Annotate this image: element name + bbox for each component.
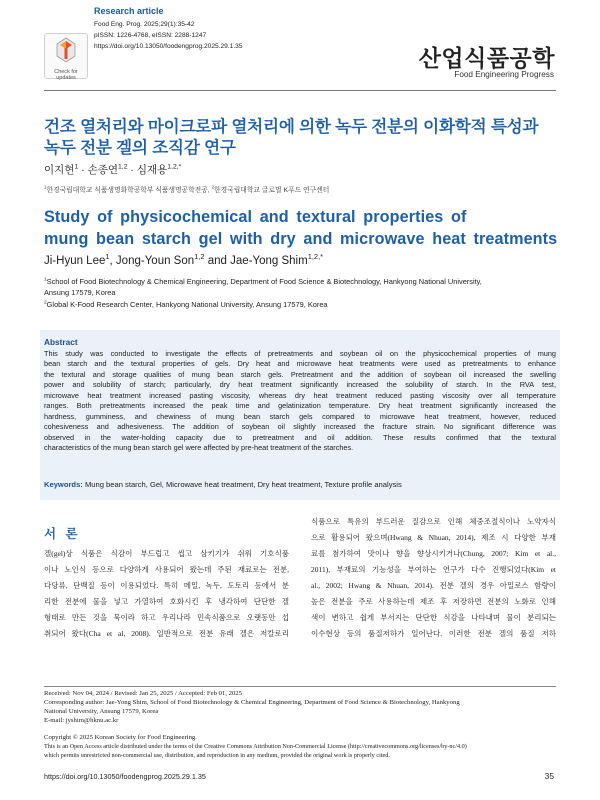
title-english-line-2: mung bean starch gel with dry and microwave heat treatments (44, 230, 558, 248)
abstract-line: power and solubility of starch; particularly, dry heat treatment significantly increased the solubility of starch. In the RVA test, (44, 380, 556, 390)
affil-english-2-text: Global K-Food Research Center, Hankyong National University, Ansung 17579, Korea (46, 300, 328, 309)
abstract-line: observed in the water-holding capacity due to pretreatment and oil addition. These results confirmed that the textural (44, 432, 556, 442)
author-korean-1: 이지현 (44, 164, 75, 176)
abstract-line: bean starch and the textural properties of gels. Dry heat and microwave heat treatments were used as pretreatments to enhance (44, 359, 556, 369)
author-english-2: Jong-Youn Son (115, 255, 195, 267)
abstract-line: microwave heat treatment increased pasting viscosity, whereas dry heat treatment reduced pasting viscosity over all temperature (44, 390, 556, 400)
check-for-updates-label: Check for updates (54, 69, 78, 81)
author-english-1: Ji-Hyun Lee (44, 255, 106, 267)
page-number: 35 (544, 771, 554, 781)
affiliation-english-2 (44, 300, 328, 310)
affil-korean-2: 한경국립대학교 글로벌 K푸드 연구센터 (214, 187, 330, 194)
header-divider (44, 90, 556, 91)
author-korean-1-affil: 1 (74, 163, 79, 171)
check-for-updates-badge[interactable] (44, 33, 88, 79)
author-korean-3: 심재용 (136, 164, 168, 176)
author-english-2-affil: 1,2 (194, 252, 205, 262)
doi-link[interactable]: https://doi.org/10.13050/foodengprog.2025.29.1.35 (94, 43, 243, 50)
intro-right-column (311, 514, 556, 642)
intro-line: al., 2002; Hwang & Nhuan, 2014). 전분 겔의 경우 아밀로스 함량이 (311, 581, 556, 590)
author-korean-3-affil: 1,2,* (167, 163, 182, 171)
author-english-1-affil: 1 (105, 252, 110, 262)
intro-line: 이수현상 등의 품질저하가 일어난다. 이러한 전분 겔의 품질 저하 (311, 629, 556, 638)
issn: pISSN: 1226-4768, eISSN: 2288-1247 (94, 32, 207, 39)
copyright: Copyright © 2025 Korean Society for Food Engineering. (44, 734, 197, 741)
intro-line: 높은 전분을 주로 사용하는데 제조 후 저장하면 전분의 노화로 인해 (311, 597, 556, 606)
affiliation-korean (44, 184, 329, 194)
authors-korean (44, 162, 181, 177)
abstract-line: the textural and storage qualities of mung bean starch gels. Pretreatment and the addition of soybean oil increased the swelling (44, 369, 556, 379)
affil-korean-mark-2: 2 (211, 184, 215, 190)
abstract-text (44, 349, 556, 454)
affil-english-mark-2: 2 (44, 300, 47, 306)
citation: Food Eng. Prog. 2025;29(1):35-42 (94, 21, 195, 28)
intro-line: 겔(gel)상 식품은 식감이 부드럽고 씹고 삼키기가 쉬워 기호식품 (44, 549, 289, 558)
affil-english-1-text: School of Food Biotechnology & Chemical Engineering, Department of Food Science & Biotechnology, Hankyong National University, (46, 277, 482, 286)
intro-line: 식품으로 특유의 부드러운 질감으로 인해 체중조절식이나 노약자식 (311, 517, 556, 526)
corresponding-author-line-2: National University, Ansung 17579, Korea (44, 708, 159, 715)
author-korean-2-affil: 1,2 (118, 163, 128, 171)
intro-line: 다당류, 단백질 등이 이용되었다. 특히 메밀, 녹두, 도토리 등에서 분 (44, 581, 289, 590)
received-dates: Received: Nov 04, 2024 / Revised: Jan 25, 2025 / Accepted: Feb 01, 2025 (44, 690, 242, 697)
intro-line: 리한 전분에 물을 넣고 가열하여 호화시킨 후 냉각하여 단단한 겔 (44, 597, 289, 606)
check-for-updates-icon (55, 37, 77, 63)
intro-line: 이나 노인식 등으로 다양하게 사용되어 왔는데 주된 재료로는 전분, (44, 565, 289, 574)
author-separator: · (78, 164, 88, 176)
affil-korean-1: 한경국립대학교 식품생명화학공학부 식품생명공학전공, (46, 187, 212, 194)
keywords-text: Mung bean starch, Gel, Microwave heat treatment, Dry heat treatment, Texture profile analysis (82, 480, 402, 489)
intro-line: 으로 활용되어 왔으며(Hwang & Nhuan, 2014), 제조 시 다양한 부재 (311, 533, 556, 542)
journal-title-english: Food Engineering Progress (454, 70, 554, 79)
affil-english-mark-1: 1 (44, 277, 47, 283)
author-english-3: Jae-Yong Shim (230, 255, 308, 267)
abstract-line: This study was conducted to investigate the effects of pretreatments and soybean oil on the physicochemical properties of mung (44, 349, 556, 358)
author-korean-2: 손종연 (87, 164, 119, 176)
intro-line: 형태로 만든 것을 묵이라 하고 우리나라 민속식품으로 오랫동안 섭 (44, 613, 289, 622)
abstract-line: ranges. Both pretreatments increased the peak time and gelatinization temperature. Dry heat treatment significantly increased the (44, 401, 556, 411)
authors-english: Ji-Hyun Lee$^1$, Jong-Youn Son$^{1,2}$ and Jae-Yong Shim$^{1,2,*}$ (44, 252, 324, 267)
intro-line: 취되어 왔다(Cha et al, 2008). 일반적으로 전분 유래 겔은 저칼로리 (44, 629, 289, 638)
corresponding-author-line-1: Corresponding author: Jae-Yong Shim, School of Food Biotechnology & Chemical Engineering, Department of Food Science & Biotechnology, Hankyong (44, 699, 460, 706)
intro-left-column (44, 546, 289, 642)
affiliation-english-1 (44, 277, 482, 287)
author-conjunction: and (204, 255, 231, 267)
intro-line: 2011), 부재료의 기능성을 부여하는 연구가 다수 진행되었다(Kim et (311, 565, 556, 574)
footer-doi-link[interactable]: https://doi.org/10.13050/foodengprog.2025.29.1.35 (44, 772, 206, 781)
keywords-label: Keywords: (44, 480, 83, 489)
author-separator: · (127, 164, 137, 176)
intro-line: 료를 첨가하여 맛이나 향을 향상시키거나(Chung, 2007; Kim et al., (311, 549, 556, 558)
license-line-2: which permits unrestricted non-commercial use, distribution, and reproduction in any medium, provided the original work is properly cited. (44, 752, 390, 759)
article-type: Research article (94, 6, 164, 16)
author-english-3-affil: 1,2,* (307, 252, 324, 262)
footnote-divider (44, 686, 556, 687)
title-english-line-1: Study of physicochemical and textural properties of (44, 208, 467, 226)
journal-title-korean: 산업식품공학 (418, 45, 555, 71)
license-line-1: This is an Open Access article distributed under the terms of the Creative Commons Attribution Non-Commercial License (http://creativecommons.org/licenses/by-nc/4.0) (44, 743, 467, 750)
affiliation-english-1-cont: Ansung 17579, Korea (44, 288, 116, 297)
intro-heading: 서 론 (44, 527, 81, 541)
title-korean-line-1: 건조 열처리와 마이크로파 열처리에 의한 녹두 전분의 이화학적 특성과 (44, 117, 539, 136)
intro-line: 색이 변하고 쉽게 부서지는 단단한 식감을 나타내며 물이 분리되는 (311, 613, 556, 622)
keywords (44, 480, 402, 489)
abstract-heading: Abstract (44, 337, 78, 347)
abstract-line: characteristics of the mung bean starch gel were affected by pre-heat treatment of the starches. (44, 443, 354, 453)
title-korean-line-2: 녹두 전분 겔의 조직감 연구 (44, 138, 236, 157)
affil-korean-mark-1: 1 (44, 184, 47, 190)
abstract-line: cohesiveness and adhesiveness. The addition of soybean oil slightly increased the fracture strain. No significant difference was (44, 422, 556, 432)
email[interactable]: E-mail: jyshim@hknu.ac.kr (44, 717, 119, 724)
abstract-line: hardness, gumminess, and chewiness of mung bean starch gels compared to microwave heat treatment, however, reduced (44, 411, 556, 421)
